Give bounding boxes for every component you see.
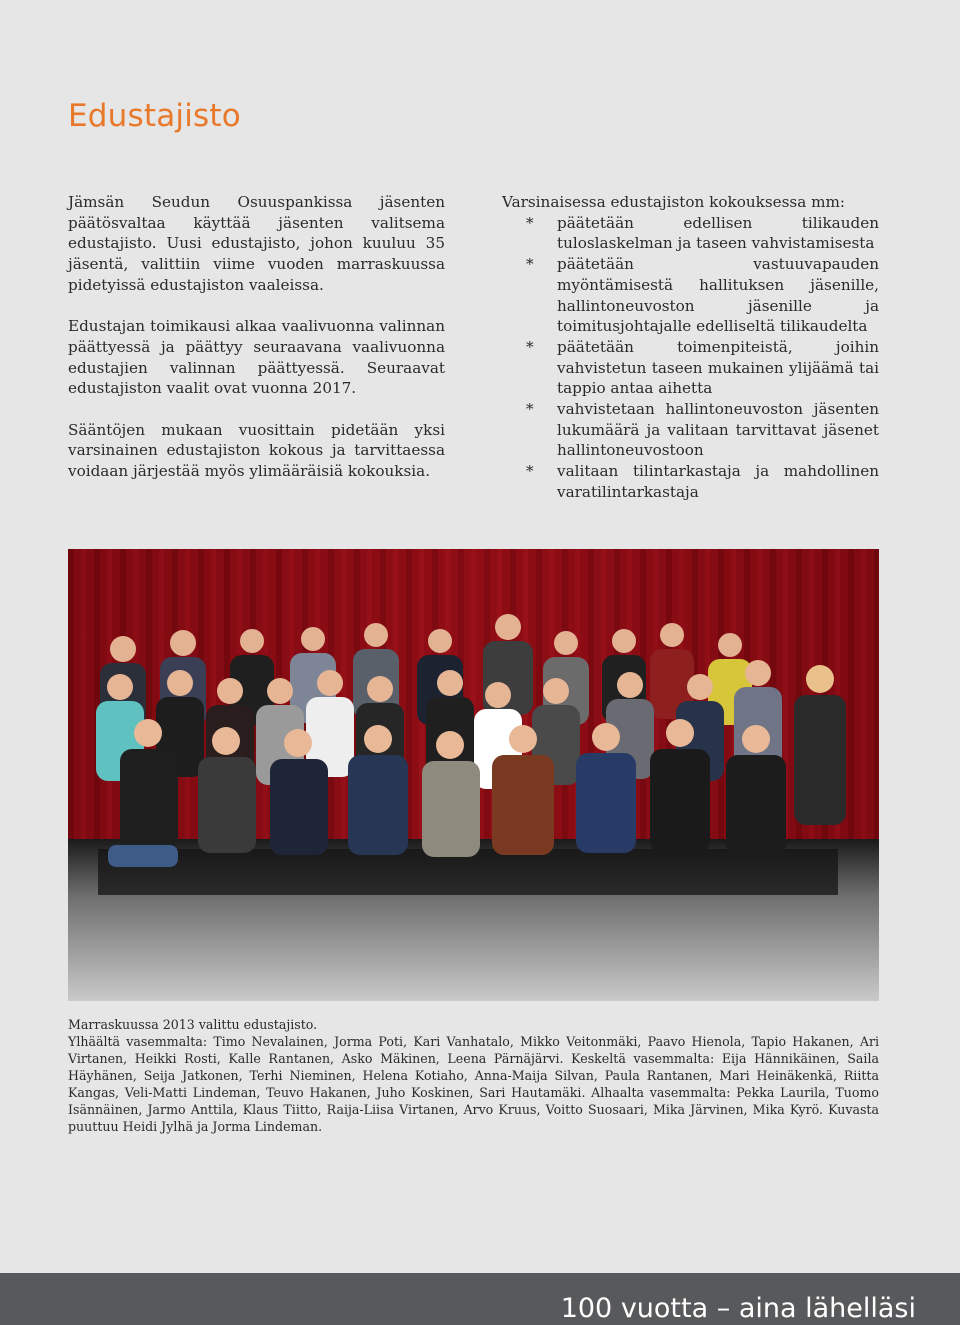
- intro-column: [68, 192, 445, 503]
- footer-slogan: 100 vuotta – aina lähelläsi: [560, 1293, 916, 1324]
- list-item: [502, 213, 879, 254]
- paragraph: Jämsän Seudun Osuuspankissa jäsenten päätösvaltaa käyttää jäsenten valitsema edustajisto. Uusi edustajisto, johon kuuluu 35 jäsentä, valittiin viime vuoden marraskuussa pidetyissä edustajiston vaaleissa.: [68, 193, 445, 294]
- list-item: [502, 337, 879, 399]
- footer-bar: [0, 1273, 960, 1325]
- caption-title: Marraskuussa 2013 valittu edustajisto.: [68, 1017, 318, 1032]
- list-item-text: päätetään edellisen tilikauden tuloslaskelman ja taseen vahvistamisesta: [557, 213, 879, 253]
- meeting-agenda-column: [502, 192, 879, 503]
- agenda-list: [502, 213, 879, 503]
- photo-caption: [68, 1016, 879, 1135]
- list-item-text: vahvistetaan hallintoneuvoston jäsenten lukumäärä ja valitaan tarvittavat jäsenet hallintoneuvostoon: [557, 400, 879, 460]
- group-photo-illustration: [68, 549, 879, 1001]
- paragraph: Edustajan toimikausi alkaa vaalivuonna valinnan päättyessä ja päättyy seuraavana vaalivuonna edustajien valinnan päättyessä. Seuraavat edustajiston vaalit ovat vuonna 2017.: [68, 317, 445, 398]
- bullet-marker: *: [526, 400, 534, 419]
- paragraph: Sääntöjen mukaan vuosittain pidetään yksi varsinainen edustajiston kokous ja tarvittaessa voidaan järjestää myös ylimääräisiä kokouksia.: [68, 420, 445, 481]
- agenda-intro: Varsinaisessa edustajiston kokouksessa mm:: [502, 193, 845, 211]
- group-photo: [68, 549, 879, 1001]
- page-title: Edustajisto: [68, 98, 241, 134]
- list-item: [502, 254, 879, 337]
- bullet-marker: *: [526, 337, 534, 356]
- bullet-marker: *: [526, 255, 534, 274]
- caption-names: Ylhäältä vasemmalta: Timo Nevalainen, Jorma Poti, Kari Vanhatalo, Mikko Veitonmäki, Paavo Hienola, Tapio Hakanen, Ari Virtanen, Heikki Rosti, Kalle Rantanen, Asko Mäkinen, Leena Pärnäjärvi. Keskeltä vasemmalta: Eija Hännikäinen, Saila Häyhänen, Seija Jatkonen, Terhi Nieminen, Helena Kotiaho, Anna-Maija Silvan, Paula Rantanen, Mari Heinäkenkä, Riitta Kangas, Veli-Matti Lindeman, Teuvo Hakanen, Juho Koskinen, Sari Hautamäki. Alhaalta vasemmalta: Pekka Laurila, Tuomo Isännäinen, Jarmo Anttila, Klaus Tiitto, Raija-Liisa Virtanen, Arvo Kruus, Voitto Suosaari, Mika Järvinen, Mika Kyrö. Kuvasta puuttuu Heidi Jylhä ja Jorma Lindeman.: [68, 1034, 879, 1134]
- list-item-text: päätetään vastuuvapauden myöntämisestä hallituksen jäsenille, hallintoneuvoston jäsenille ja toimitusjohtajalle edelliseltä tilikaudelta: [557, 255, 879, 336]
- list-item: [502, 399, 879, 461]
- list-item-text: päätetään toimenpiteistä, joihin vahvistetun taseen mukainen ylijäämä tai tappio antaa aihetta: [557, 337, 879, 398]
- bullet-marker: *: [526, 462, 534, 481]
- list-item-text: valitaan tilintarkastaja ja mahdollinen varatilintarkastaja: [557, 462, 879, 501]
- bullet-marker: *: [526, 213, 534, 232]
- list-item: [502, 461, 879, 502]
